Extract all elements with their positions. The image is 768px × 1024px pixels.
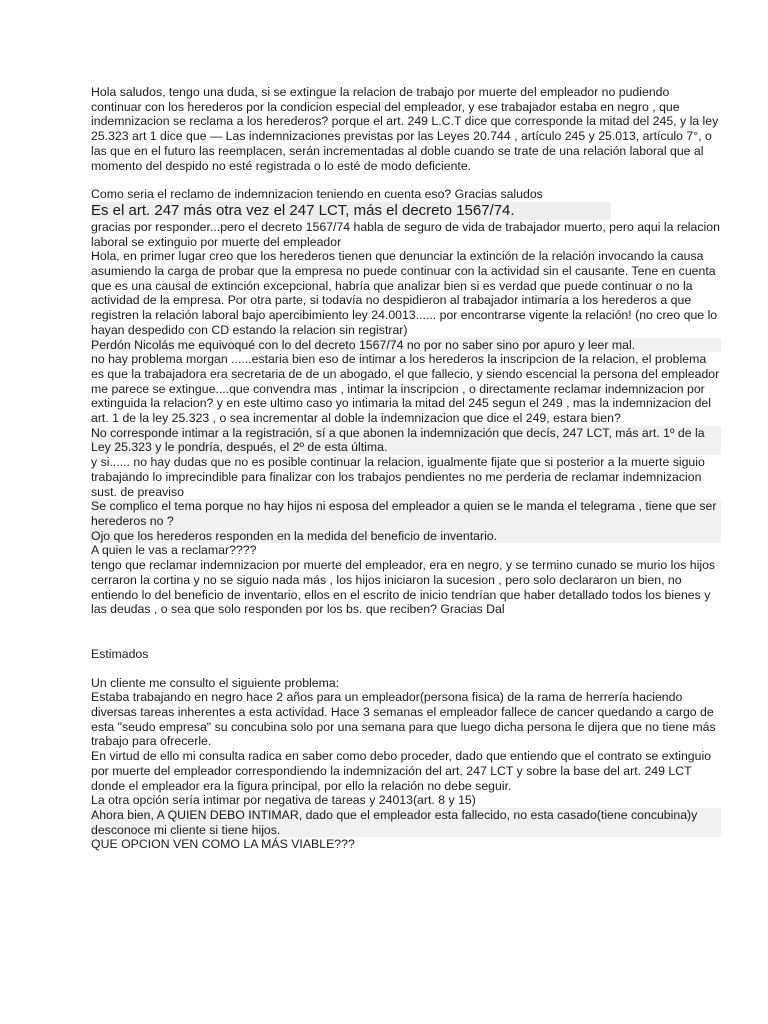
paragraph-consult: En virtud de ello mi consulta radica en saber como debo proceder, dado que entiendo que el contrato se extinguio por muerte del empleador correspondiendo la indemnización del art. 247 LCT y sobre la base del art. 249 LCT donde el empleador era la figura principal, por ello la relación no debe seguir. (91, 749, 712, 793)
document-body (91, 85, 721, 852)
paragraph-reply: Perdón Nicolás me equivoqué con lo del decreto 1567/74 no por no saber sino por apuro y leer mal. (91, 338, 721, 353)
spacer (91, 617, 721, 647)
paragraph-reply: No corresponde intimar a la registración, sí a que abonen la indemnización que decís, 247 LCT, más art. 1º de la Ley 25.323 y le pondría, después, el 2º de esta última. (91, 426, 721, 455)
spacer (91, 662, 721, 676)
paragraph-reply: Ojo que los herederos responden en la medida del beneficio de inventario. (91, 529, 721, 544)
paragraph-question-intro: Hola saludos, tengo una duda, si se extingue la relacion de trabajo por muerte del empleador no pudiendo continuar con los herederos por la condicion especial del empleador, y ese trabajador estaba en negro , que indemnizacion se reclama a los herederos? porque el art. 249 L.C.T dice que corresponde la mitad del 245, y la ley 25.323 art 1 dice que — Las indemnizaciones previstas por las Leyes 20.744 , artículo 245 y 25.013, artículo 7°, o las que en el futuro las reemplacen, serán incrementadas al doble cuando se trate de una relación laboral que al momento del despido no esté registrada o lo esté de modo deficiente. (91, 85, 719, 173)
paragraph-reply: y si...... no hay dudas que no es posible continuar la relacion, igualmente fijate que si posterior a la muerte siguio trabajando lo imprecindible para finalizar con los trabajos pendientes no me perderia de reclamar indemnizacion sust. de preaviso (91, 455, 705, 499)
paragraph-reply: A quien le vas a reclamar???? (91, 543, 257, 558)
paragraph-question-close: Como seria el reclamo de indemnizacion teniendo en cuenta eso? Gracias saludos (91, 187, 543, 202)
paragraph-answer-highlight: Es el art. 247 más otra vez el 247 LCT, más el decreto 1567/74. (91, 202, 611, 220)
paragraph-consult: Un cliente me consulto el siguiente problema: (91, 675, 340, 690)
paragraph-reply: Hola, en primer lugar creo que los herederos tienen que denunciar la extinción de la relación invocando la causa asumiendo la carga de probar que la empresa no puede continuar con la actividad sin el causante. Tene en cuenta que es una causal de extinción excepcional, habría que analizar bien si es verdad que puede continuar o no la actividad de la empresa. Por otra parte, si todavía no despidieron al trabajador intimaría a los herederos a que registren la relación laboral bajo apercibimiento ley 24.0013...... por encontrarse vigente la relación! (no creo que lo hayan despedido con CD estando la relacion sin registrar) (91, 249, 718, 337)
spacer (91, 173, 721, 187)
paragraph-consult: QUE OPCION VEN COMO LA MÁS VIABLE??? (91, 837, 355, 852)
paragraph-reply: no hay problema morgan ......estaria bien eso de intimar a los herederos la inscripcion de la relacion, el problema es que la trabajadora era secretaria de de un abogado, el que fallecio, y siendo escencial la persona del empleador me parece se extingue....que convendra mas , intimar la inscripcion , o directamente reclamar indemnizacion por extinguida la relacion? y en este ultimo caso yo intimaria la mitad del 245 segun el 249 , mas la indemnizacion del art. 1 de la ley 25.323 , o sea incrementar al doble la indemnizacion que dice el 249, estara bien? (91, 352, 720, 426)
paragraph-consult: Ahora bien, A QUIEN DEBO INTIMAR, dado que el empleador esta fallecido, no esta casado(tiene concubina)y desconoce mi cliente si tiene hijos. (91, 808, 721, 837)
paragraph-reply: gracias por responder...pero el decreto 1567/74 habla de seguro de vida de trabajador muerto, pero aqui la relacion laboral se extinguio por muerte del empleador (91, 219, 720, 249)
paragraph-reply: tengo que reclamar indemnizacion por muerte del empleador, era en negro, y se termino cunado se murio los hijos cerraron la cortina y no se siguio nada más , los hijos iniciaron la sucesion , pero solo declararon un bien, no entiendo lo del beneficio de inventario, ellos en el escrito de inicio tendrían que haber detallado todos los bienes y las deudas , o sea que solo responden por los bs. que reciben? Gracias Dal (91, 558, 716, 617)
paragraph-greeting: Estimados (91, 646, 149, 661)
paragraph-consult: Estaba trabajando en negro hace 2 años para un empleador(persona fisica) de la rama de herrería haciendo diversas tareas inherentes a esta actividad. Hace 3 semanas el empleador fallece de cancer quedando a cargo de esta "seudo empresa" su concubina solo por una semana para que luego dicha persona le dijera que no tiene más trabajo para ofrecerle. (91, 690, 716, 749)
paragraph-reply: Se complico el tema porque no hay hijos ni esposa del empleador a quien se le manda el telegrama , tiene que ser herederos no ? (91, 499, 721, 528)
paragraph-consult: La otra opción sería intimar por negativa de tareas y 24013(art. 8 y 15) (91, 793, 476, 808)
